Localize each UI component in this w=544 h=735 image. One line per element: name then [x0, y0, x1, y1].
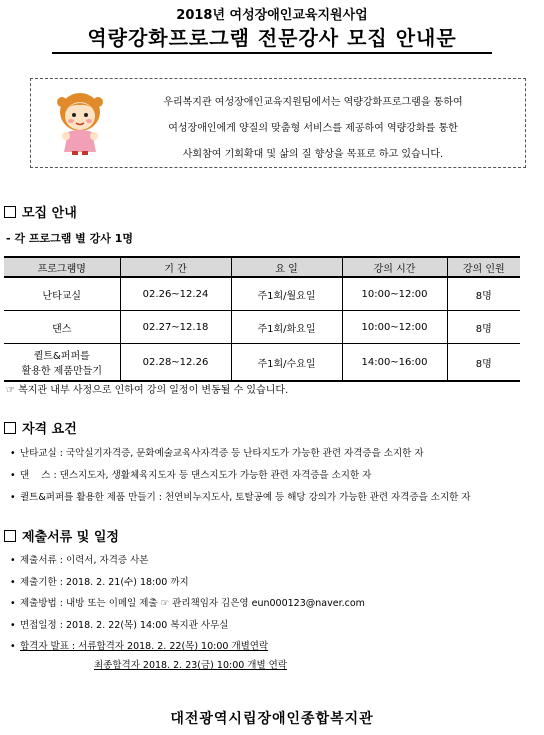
table-row [4, 344, 520, 382]
cell-day: 주1회/월요일 [231, 277, 342, 311]
checkbox-square-icon [4, 530, 16, 542]
list-item: • 합격자 발표 : 서류합격자 2018. 2. 22(목) 10:00 개별연락 [4, 636, 365, 658]
col-header: 요 일 [231, 257, 342, 277]
section-submission [4, 526, 119, 545]
girl-mascot-icon [54, 90, 106, 156]
cell-program-line: 활용한 제품만들기 [21, 366, 102, 377]
list-item: • 댄 스 : 댄스지도자, 생활체육지도자 등 댄스지도가 가능한 관련 자격증을 소지한 자 [4, 465, 471, 487]
page-title: 역량강화프로그램 전문강사 모집 안내문 [87, 26, 457, 50]
checkbox-square-icon [4, 206, 16, 218]
table-row [4, 277, 520, 311]
cell-capacity: 8명 [447, 311, 520, 344]
section-qualification-heading: 자격 요건 [22, 422, 77, 437]
section-recruit-heading: 모집 안내 [22, 206, 77, 221]
col-header: 기 간 [120, 257, 231, 277]
header-organization-project: 2018년 여성장애인교육지원사업 [176, 8, 368, 23]
cell-program [4, 344, 120, 382]
list-item: • 면접일정 : 2018. 2. 22(목) 14:00 복지관 사무실 [4, 615, 365, 637]
list-item: • 제출방법 : 내방 또는 이메일 제출 ☞ 관리책임자 김은영 eun000123@naver.com [4, 593, 365, 615]
section-submission-heading: 제출서류 및 일정 [22, 530, 119, 545]
cell-program: 댄스 [4, 311, 120, 344]
cell-period: 02.27~12.18 [120, 311, 231, 344]
section-recruit [4, 202, 77, 221]
cell-period: 02.28~12.26 [120, 344, 231, 382]
qualification-list [4, 443, 471, 509]
cell-capacity: 8명 [447, 277, 520, 311]
table-header-row [4, 257, 520, 277]
section-qualification [4, 418, 77, 437]
cell-time: 10:00~12:00 [342, 277, 447, 311]
list-item: • 난타교실 : 국악실기자격증, 문화예술교육사자격증 등 난타지도가 가능한 관련 자격증을 소지한 자 [4, 443, 471, 465]
schedule-change-note: ☞ 복지관 내부 사정으로 인하여 강의 일정이 변동될 수 있습니다. [6, 385, 289, 396]
final-announcement: 최종합격자 2018. 2. 23(금) 10:00 개별 연락 [94, 660, 288, 671]
cell-program-line: 퀼트&퍼퍼를 [33, 351, 90, 362]
table-row [4, 311, 520, 344]
cell-day: 주1회/수요일 [231, 344, 342, 382]
intro-line: 사회참여 기회확대 및 삶의 질 향상을 목표로 하고 있습니다. [182, 149, 444, 160]
submission-list [4, 550, 365, 658]
cell-time: 14:00~16:00 [342, 344, 447, 382]
list-item: • 제출서류 : 이력서, 자격증 사본 [4, 550, 365, 572]
cell-period: 02.26~12.24 [120, 277, 231, 311]
recruit-subheading: - 각 프로그램 별 강사 1명 [6, 232, 134, 245]
intro-line: 여성장애인에게 양질의 맞춤형 서비스를 제공하여 역량강화를 통한 [168, 123, 458, 134]
intro-line: 우리복지관 여성장애인교육지원팀에서는 역량강화프로그램을 통하여 [163, 97, 463, 108]
cell-program: 난타교실 [4, 277, 120, 311]
intro-text [108, 90, 518, 168]
checkbox-square-icon [4, 422, 16, 434]
col-header: 강의 시간 [342, 257, 447, 277]
program-table [4, 256, 520, 382]
title-underline [52, 52, 492, 54]
cell-capacity: 8명 [447, 344, 520, 382]
list-item: • 퀼트&퍼퍼를 활용한 제품 만들기 : 천연비누지도사, 토탈공예 등 해당 강의가 가능한 관련 자격증을 소지한 자 [4, 487, 471, 509]
cell-time: 10:00~12:00 [342, 311, 447, 344]
col-header: 프로그램명 [4, 257, 120, 277]
cell-day: 주1회/화요일 [231, 311, 342, 344]
footer-organization: 대전광역시립장애인종합복지관 [170, 711, 374, 727]
list-item: • 제출기한 : 2018. 2. 21(수) 18:00 까지 [4, 572, 365, 594]
col-header: 강의 인원 [447, 257, 520, 277]
